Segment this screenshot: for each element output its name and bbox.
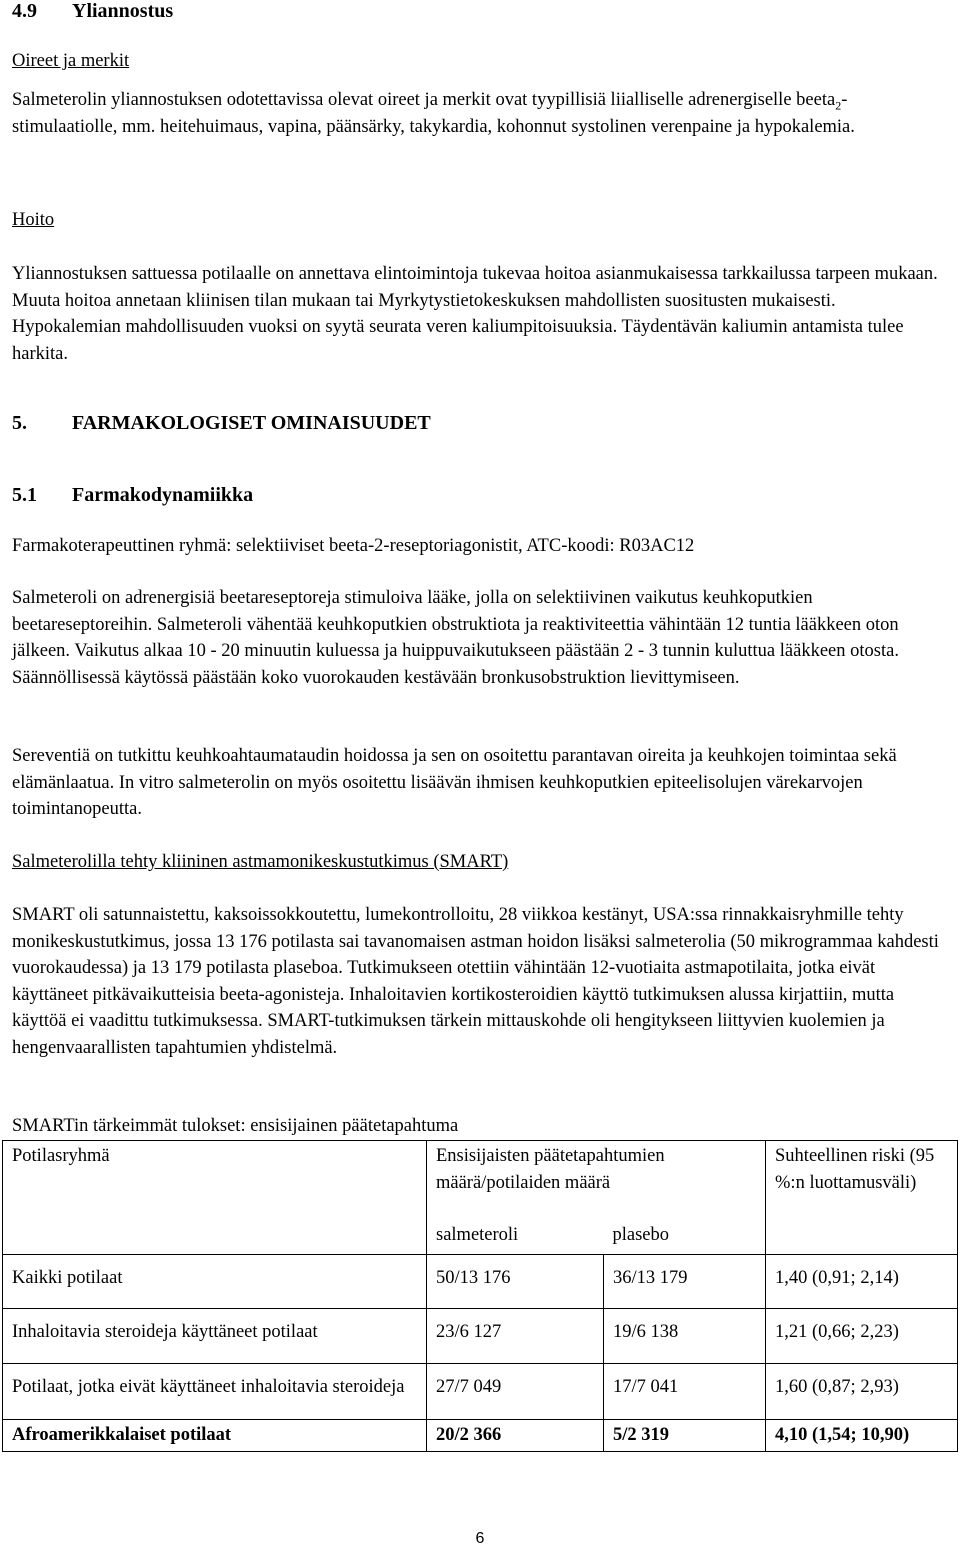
- cell-placebo: 17/7 041: [604, 1364, 766, 1420]
- smart-results-table: [2, 1140, 958, 1452]
- smart-paragraph: SMART oli satunnaistettu, kaksoissokkoutettu, lumekontrolloitu, 28 viikkoa kestänyt, USA:ssa rinnakkaisryhmille tehty monikeskustutkimus, jossa 13 176 potilasta sai tavanomaisen astman hoidon lisäksi salmeterolia (50 mikrogrammaa kahdesti vuorokaudessa) ja 13 179 potilasta plaseboa. Tutkimukseen otettiin vähintään 12-vuotiaita astmapotilaita, jotka eivät käyttäneet pitkävaikutteisia beeta-agonisteja. Inhaloitavien kortikosteroidien käyttö tutkimuksen alussa kirjattiin, mutta käyttöä ei vaadittu tutkimuksessa. SMART-tutkimuksen tärkein mittauskohde oli hengitykseen liittyvien kuolemien ja hengenvaarallisten tapahtumien yhdistelmä.: [12, 905, 939, 1058]
- page-number: 6: [475, 1530, 485, 1547]
- table-header-row: [3, 1141, 958, 1199]
- symptoms-text-start: Salmeterolin yliannostuksen odotettavissa olevat oireet ja merkit ovat tyypillisiä liialliselle adrenergiselle beeta: [12, 90, 836, 110]
- cell-group: Inhaloitavia steroideja käyttäneet potilaat: [3, 1309, 427, 1364]
- section-5-1-heading: [12, 482, 948, 509]
- cell-salmeterol: 23/6 127: [427, 1309, 604, 1364]
- cell-risk: 1,40 (0,91; 2,14): [766, 1255, 958, 1309]
- section-number: 5.: [12, 412, 27, 434]
- section-5-heading: [12, 410, 948, 437]
- subscript: 2: [835, 98, 842, 113]
- cell-salmeterol: 50/13 176: [427, 1255, 604, 1309]
- cell-placebo: 5/2 319: [604, 1420, 766, 1452]
- cell-placebo: 19/6 138: [604, 1309, 766, 1364]
- section-title: FARMAKOLOGISET OMINAISUUDET: [72, 412, 431, 434]
- cell-group: Afroamerikkalaiset potilaat: [3, 1420, 427, 1452]
- section-4-9-heading: [12, 0, 948, 25]
- table-row: [3, 1420, 958, 1452]
- header-placebo: plasebo: [604, 1198, 766, 1255]
- table-row: [3, 1309, 958, 1364]
- cell-risk: 1,21 (0,66; 2,23): [766, 1309, 958, 1364]
- cell-salmeterol: 27/7 049: [427, 1364, 604, 1420]
- header-events: Ensisijaisten päätetapahtumien määrä/potilaiden määrä: [427, 1141, 766, 1199]
- cell-group: Kaikki potilaat: [3, 1255, 427, 1309]
- pharmacotherapeutic-group: Farmakoterapeuttinen ryhmä: selektiiviset beeta-2-reseptoriagonistit, ATC-koodi: R03AC12: [12, 536, 695, 556]
- header-group: Potilasryhmä: [3, 1141, 427, 1255]
- treatment-paragraph: Yliannostuksen sattuessa potilaalle on annettava elintoimintoja tukevaa hoitoa asianmukaisessa tarkkailussa tarpeen mukaan. Muuta hoitoa annetaan kliinisen tilan mukaan tai Myrkytystietokeskuksen mahdollisten suositusten mukaisesti. Hypokalemian mahdollisuuden vuoksi on syytä seurata veren kaliumpitoisuuksia. Täydentävän kaliumin antamista tulee harkita.: [12, 264, 938, 364]
- symptoms-heading: Oireet ja merkit: [12, 51, 130, 71]
- section-number: 5.1: [12, 484, 37, 506]
- treatment-heading: Hoito: [12, 210, 55, 230]
- table-row: [3, 1364, 958, 1420]
- symptoms-paragraph: [12, 87, 948, 140]
- mechanism-paragraph: Salmeteroli on adrenergisiä beetareseptoreja stimuloiva lääke, jolla on selektiivinen vaikutus keuhkoputkien beetareseptoreihin. Salmeteroli vähentää keuhkoputkien obstruktiota ja reaktiviteettia vähintään 12 tuntia lääkkeen oton jälkeen. Vaikutus alkaa 10 - 20 minuutin kuluessa ja huippuvaikutukseen päästään 2 - 3 tunnin kuluttua lääkkeen otosta. Säännöllisessä käytössä päästään koko vuorokauden kestävään bronkusobstruktion lievittymiseen.: [12, 588, 899, 688]
- cell-group: Potilaat, jotka eivät käyttäneet inhaloitavia steroideja: [3, 1364, 427, 1420]
- cell-risk: 1,60 (0,87; 2,93): [766, 1364, 958, 1420]
- section-title: Farmakodynamiikka: [72, 484, 254, 506]
- table-caption: SMARTin tärkeimmät tulokset: ensisijainen päätetapahtuma: [12, 1116, 459, 1136]
- section-title: Yliannostus: [72, 0, 174, 22]
- table-row: [3, 1255, 958, 1309]
- section-number: 4.9: [12, 0, 37, 22]
- cell-salmeterol: 20/2 366: [427, 1420, 604, 1452]
- smart-heading: Salmeterolilla tehty kliininen astmamonikeskustutkimus (SMART): [12, 852, 509, 872]
- cell-risk: 4,10 (1,54; 10,90): [766, 1420, 958, 1452]
- header-salmeterol: salmeteroli: [427, 1198, 604, 1255]
- cell-placebo: 36/13 179: [604, 1255, 766, 1309]
- symptoms-text-end: -stimulaatiolle, mm. heitehuimaus, vapina, päänsärky, takykardia, kohonnut systolinen verenpaine ja hypokalemia.: [12, 90, 855, 137]
- copd-paragraph: Sereventiä on tutkittu keuhkoahtaumataudin hoidossa ja sen on osoitettu parantavan oireita ja keuhkojen toimintaa sekä elämänlaatua. In vitro salmeterolin on myös osoitettu lisäävän ihmisen keuhkoputkien epiteelisolujen värekarvojen toimintanopeutta.: [12, 746, 897, 819]
- header-risk: Suhteellinen riski (95 %:n luottamusväli): [766, 1141, 958, 1255]
